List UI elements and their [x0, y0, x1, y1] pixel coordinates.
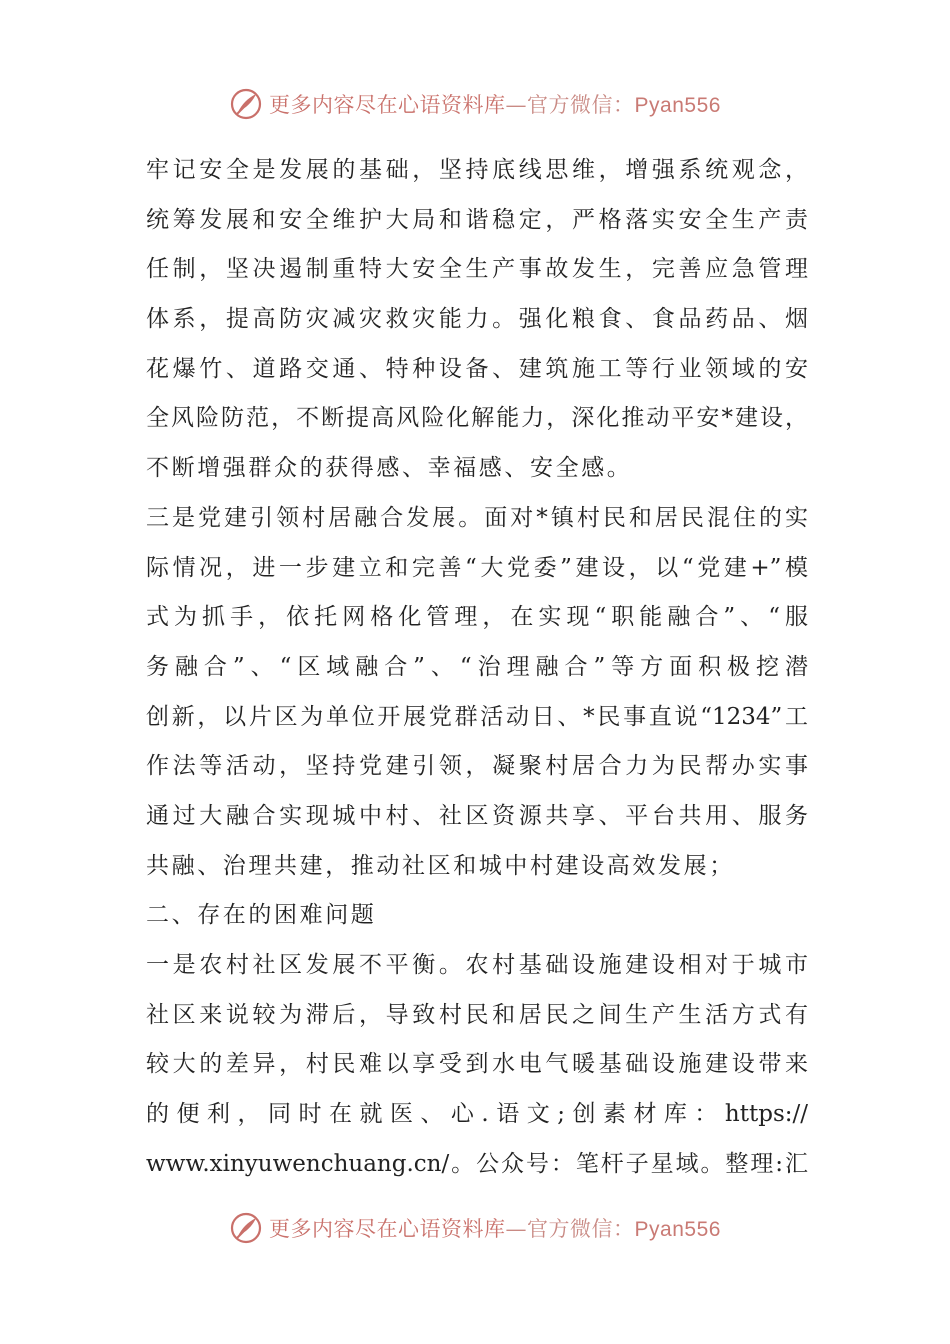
watermark-dash: —: [505, 93, 528, 117]
body-line: 一是农村社区发展不平衡。农村基础设施建设相对于城市: [146, 952, 808, 978]
body-line: 作法等活动，坚持党建引领，凝聚村居合力为民帮办实事: [146, 753, 808, 780]
body-line: 创新，以片区为单位开展党群活动日、*民事直说“1234”工: [146, 703, 808, 730]
feather-pen-seal-icon: [229, 87, 263, 121]
body-line: 务融合”、“区域融合”、“治理融合”等方面积极挖潜: [146, 653, 808, 680]
section-heading: 二、存在的困难问题: [146, 902, 377, 929]
body-line: 全风险防范，不断提高风险化解能力，深化推动平安*建设，: [146, 405, 808, 432]
body-line: 体系，提高防灾减灾救灾能力。强化粮食、食品药品、烟: [146, 306, 808, 333]
body-line: 社区来说较为滞后，导致村民和居民之间生产生活方式有: [146, 1001, 808, 1028]
watermark-wechat-id: Pyan556: [634, 94, 721, 117]
body-line: 三是党建引领村居融合发展。面对*镇村民和居民混住的实: [146, 504, 808, 531]
body-line: 牢记安全是发展的基础，坚持底线思维，增强系统观念，: [146, 157, 808, 183]
body-line: 通过大融合实现城中村、社区资源共享、平台共用、服务: [146, 802, 808, 829]
watermark-brand: 更多内容尽在心语资料库: [269, 1217, 506, 1241]
watermark-brand: 更多内容尽在心语资料库: [269, 93, 506, 117]
watermark-text: [269, 1213, 721, 1243]
body-line: 花爆竹、道路交通、特种设备、建筑施工等行业领域的安: [146, 355, 808, 382]
body-line: 较大的差异，村民难以享受到水电气暖基础设施建设带来: [146, 1051, 808, 1078]
watermark-official: 官方微信：: [527, 1217, 635, 1241]
feather-pen-seal-icon: [229, 1211, 263, 1245]
body-line: 际情况，进一步建立和完善“大党委”建设，以“党建+”模: [146, 554, 808, 581]
watermark-dash: —: [505, 1217, 528, 1241]
body-line: 共融、治理共建，推动社区和城中村建设高效发展；: [146, 852, 735, 879]
body-line: 不断增强群众的获得感、幸福感、安全感。: [146, 455, 633, 482]
footer-watermark: [0, 1208, 950, 1248]
body-line: 的便利，同时在就医、心.语文;创素材库：https://: [146, 1101, 808, 1128]
body-line: 式为抓手，依托网格化管理，在实现“职能融合”、“服: [146, 604, 808, 631]
header-watermark: [0, 84, 950, 124]
watermark-wechat-id: Pyan556: [634, 1218, 721, 1241]
body-line: www.xinyuwenchuang.cn/。公众号：笔杆子星域。整理:汇: [146, 1150, 808, 1177]
document-body: [146, 146, 808, 1189]
body-line: 任制，坚决遏制重特大安全生产事故发生，完善应急管理: [146, 256, 808, 283]
watermark-text: [269, 89, 721, 119]
body-line: 统筹发展和安全维护大局和谐稳定，严格落实安全生产责: [146, 206, 808, 233]
watermark-official: 官方微信：: [527, 93, 635, 117]
